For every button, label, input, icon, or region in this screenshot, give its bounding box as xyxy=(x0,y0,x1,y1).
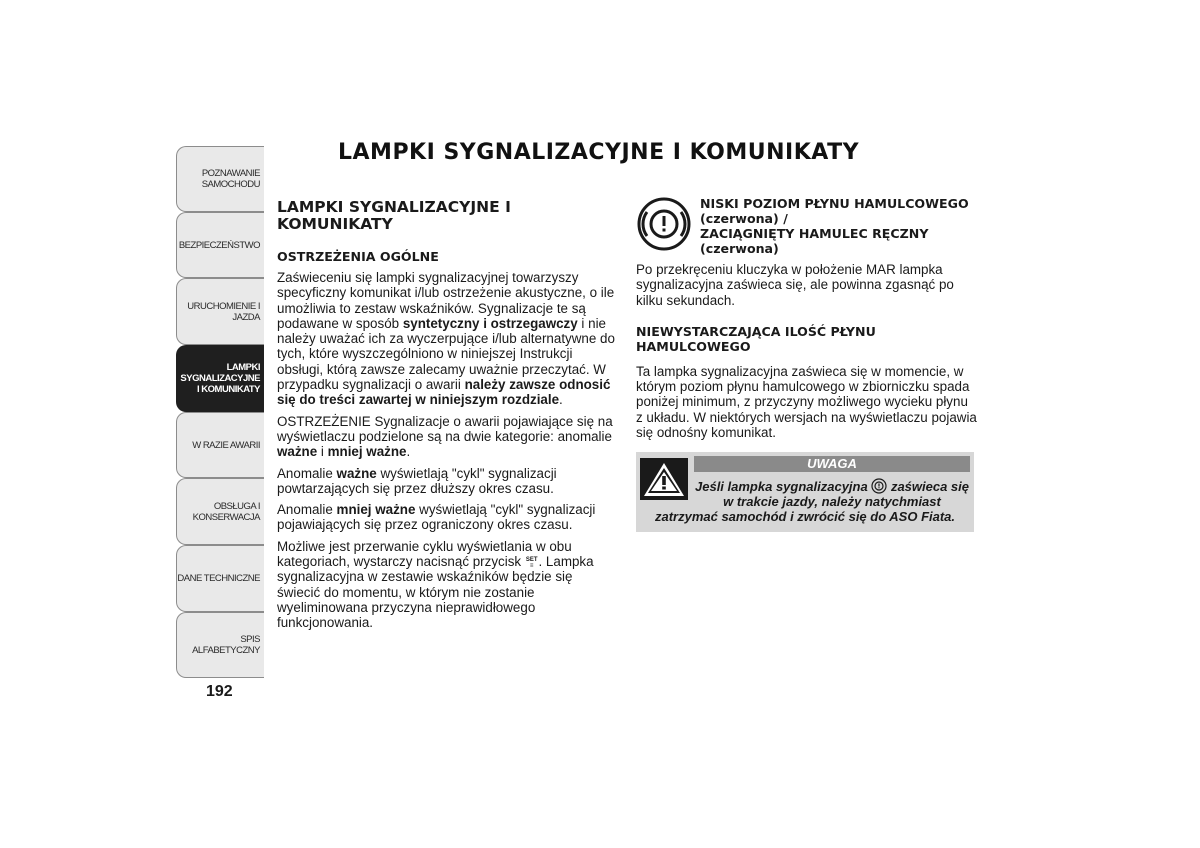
paragraph-intro: Zaświeceniu się lampki sygnalizacyjnej towarzyszy specyficzny komunikat i/lub ostrzeżenie akustyczne, o ile umożliwia to zestaw wskaźników. Sygnalizacje te są podawane w sposób syntetyczny i ostrzegawczy i nie należy uważać ich za wyczerpujące i/lub alternatywne do tych, które wyszczególniono w niniejszej Instrukcji obsługi, którą zawsze zalecamy uważnie przeczytać. W przypadku sygnalizacji o awarii należy zawsze odnosić się do treści zawartej w niniejszym rozdziale. xyxy=(277,270,615,408)
general-warnings-heading: OSTRZEŻENIA OGÓLNE xyxy=(277,249,439,264)
warning-triangle-icon xyxy=(640,458,688,500)
set-button-icon: SET ≡ xyxy=(525,556,538,569)
section-title: LAMPKI SYGNALIZACYJNE I KOMUNIKATY xyxy=(277,198,511,233)
tab-dane-techniczne[interactable]: DANE TECHNICZNE xyxy=(176,545,264,612)
tab-bezpieczenstwo[interactable]: BEZPIECZEŃSTWO xyxy=(176,212,264,278)
warning-text-last-line: zatrzymać samochód i zwrócić się do ASO Fiata. xyxy=(654,509,956,525)
brake-heading: NISKI POZIOM PŁYNU HAMULCOWEGO (czerwona) / ZACIĄGNIĘTY HAMULEC RĘCZNY (czerwona) xyxy=(700,196,969,256)
brake-warning-icon xyxy=(636,196,692,252)
warning-text: Jeśli lampka sygnalizacyjna zaświeca się w trakcie jazdy, należy natychmiast xyxy=(695,479,969,510)
brake-heading-row xyxy=(636,196,978,256)
tab-lampki-sygnalizacyjne[interactable]: LAMPKI SYGNALIZACYJNE I KOMUNIKATY xyxy=(176,345,264,412)
paragraph-categories: OSTRZEŻENIE Sygnalizacje o awarii pojawiające się na wyświetlaczu podzielone są na dwie kategorie: anomalie ważne i mniej ważne. xyxy=(277,413,613,460)
insufficient-fluid-heading: NIEWYSTARCZAJĄCA ILOŚĆ PŁYNU HAMULCOWEGO xyxy=(636,323,876,354)
paragraph-key-mar: Po przekręceniu kluczyka w położenie MAR lampka sygnalizacyjna zaświeca się, ale powinna zgasnąć po kilku sekundach. xyxy=(636,262,954,308)
left-column xyxy=(277,199,619,637)
inline-brake-icon xyxy=(871,478,887,494)
tab-w-razie-awarii[interactable]: W RAZIE AWARII xyxy=(176,412,264,478)
tab-obsluga-i-konserwacja[interactable]: OBSŁUGA I KONSERWACJA xyxy=(176,478,264,545)
right-column xyxy=(636,196,978,532)
page-number: 192 xyxy=(206,683,233,700)
tab-spis-alfabetyczny[interactable]: SPIS ALFABETYCZNY xyxy=(176,612,264,678)
paragraph-fluid-level: Ta lampka sygnalizacyjna zaświeca się w momencie, w którym poziom płynu hamulcowego w zbiorniczku spada poniżej minimum, z przyczyny możliwego wycieku płynu z układu. W niektórych wersjach na wyświetlaczu pojawia się odnośny komunikat. xyxy=(636,363,977,441)
warning-label: UWAGA xyxy=(694,456,970,472)
warning-box xyxy=(636,452,974,532)
paragraph-important: Anomalie ważne wyświetlają "cykl" sygnalizacji powtarzających się przez dłuższy okres czasu. xyxy=(277,465,557,496)
page-title: LAMPKI SYGNALIZACYJNE I KOMUNIKATY xyxy=(338,140,860,165)
tab-poznawanie-samochodu[interactable]: POZNAWANIE SAMOCHODU xyxy=(176,146,264,212)
tab-uruchomienie-i-jazda[interactable]: URUCHOMIENIE I JAZDA xyxy=(176,278,264,345)
paragraph-less-important: Anomalie mniej ważne wyświetlają "cykl" sygnalizacji pojawiających się przez ograniczony okres czasu. xyxy=(277,502,596,533)
paragraph-interrupt-cycle: Możliwe jest przerwanie cyklu wyświetlania w obu kategoriach, wystarczy nacisnąć przycisk SET ≡ . Lampka sygnalizacyjna w zestawie wskaźników będzie się świecić do momentu, w którym nie zostanie wyeliminowana przyczyna nieprawidłowego funkcjonowania. xyxy=(277,538,594,631)
